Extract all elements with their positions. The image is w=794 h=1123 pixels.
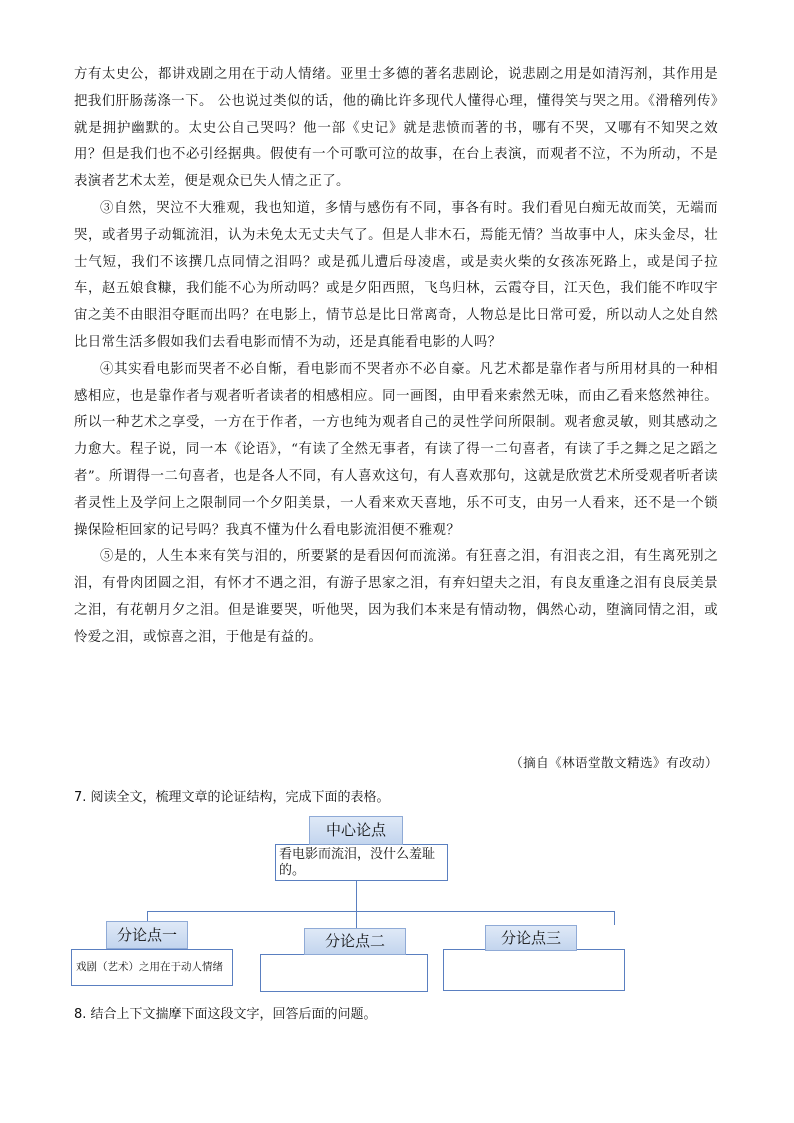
connector-horizontal <box>147 911 615 912</box>
paragraph-3: ③自然，哭泣不大雅观，我也知道，多情与感伤有不同，事各有时。我们看见白痴无故而笑，无端而哭，或者男子动辄流泪，认为未免太无丈夫气了。但是人非木石，焉能无情？当故事中人，床头金尽，壮士气短，我们不该撰几点同情之泪吗？或是孤儿遭后母凌虐，或是卖火柴的女孩冻死路上，或是闰子拉车，赵五娘食糠，我们能不心为所动吗？或是夕阳西照，飞鸟归林，云霞夺目，江天色，我们能不咋叹宇宙之美不由眼泪夺眶而出吗？在电影上，情节总是比日常离奇，人物总是比日常可爱，所以动人之处自然比日常生活多假如我们去看电影而情不为动，还是真能看电影的人吗？ <box>74 200 718 350</box>
question-8: 8. 结合上下文揣摩下面这段文字，回答后面的问题。 <box>74 1007 377 1022</box>
central-thesis-label: 中心论点 <box>309 816 403 845</box>
sub-argument-2-box <box>260 954 428 992</box>
article-body <box>74 62 718 652</box>
question-7: 7. 阅读全文，梳理文章的论证结构，完成下面的表格。 <box>74 790 390 805</box>
source-citation: （摘自《林语堂散文精选》有改动） <box>510 755 718 770</box>
central-thesis-box <box>275 844 448 881</box>
sub-argument-3-label: 分论点三 <box>485 925 577 951</box>
sub-argument-3-box <box>443 949 625 991</box>
connector-vertical-main <box>356 880 357 912</box>
sub-argument-1-text: 戏剧（艺术）之用在于动人情绪 <box>76 961 223 973</box>
central-thesis-text: 看电影而流泪，没什么羞耻的。 <box>279 847 436 878</box>
sub-argument-1-box <box>71 949 233 986</box>
paragraph-4: ④其实看电影而哭者不必自惭，看电影而不哭者亦不必自豪。凡艺术都是靠作者与所用材具的一种相感相应，也是靠作者与观者听者读者的相感相应。同一画图，由甲看来索然无味，而由乙看来悠然神往。所以一种艺术之享受，一方在于作者，一方也纯为观者自己的灵性学问所限制。观者愈灵敏，则其感动之力愈大。程子说，同一本《论语》，“有读了全然无事者，有读了得一二句喜者，有读了手之舞之足之蹈之者”。所谓得一二句喜者，也是各人不同，有人喜欢这句，有人喜欢那句，这就是欣赏艺术所受观者听者读者灵性上及学问上之限制同一个夕阳美景，一人看来欢天喜地，乐不可支，由另一人看来，还不是一个锁操保险柜回家的记号吗？我真不懂为什么看电影流泪便不雅观？ <box>74 361 718 538</box>
connector-right-drop <box>614 911 615 925</box>
paragraph-5: ⑤是的，人生本来有笑与泪的，所要紧的是看因何而流涕。有狂喜之泪，有泪丧之泪，有生离死别之泪，有骨肉团圆之泪，有怀才不遇之泪，有游子思家之泪，有弃妇望夫之泪，有良友重逢之泪有良辰美景之泪，有花朝月夕之泪。但是谁要哭，听他哭，因为我们本来是有情动物，偶然心动，堕滴同情之泪，或怜爱之泪，或惊喜之泪，于他是有益的。 <box>74 549 718 645</box>
paragraph-2-continuation: 方有太史公，都讲戏剧之用在于动人情绪。亚里士多德的著名悲剧论，说悲剧之用是如清泻剂，其作用是把我们肝肠荡涤一下。 公也说过类似的话，他的确比许多现代人懂得心理，懂得笑与哭之用。《滑稽列传》就是拥护幽默的。太史公自己哭吗？他一部《史记》就是悲愤而著的书，哪有不哭，又哪有不知哭之效用？但是我们也不必引经据典。假使有一个可歌可泣的故事，在台上表演，而观者不泣，不为所动，不是表演者艺术太差，便是观众已失人情之正了。 <box>74 67 718 190</box>
sub-argument-2-label: 分论点二 <box>304 928 406 955</box>
sub-argument-1-label: 分论点一 <box>106 921 188 949</box>
